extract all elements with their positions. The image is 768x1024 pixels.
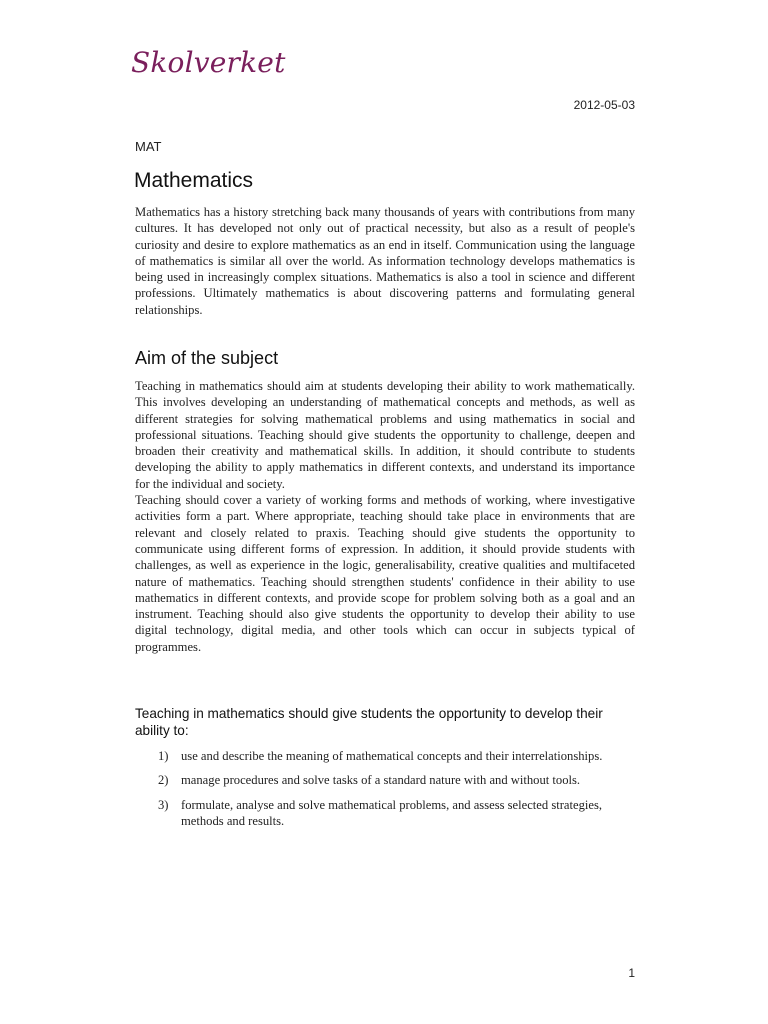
list-item-number: 3) bbox=[158, 797, 169, 812]
page-title: Mathematics bbox=[134, 169, 254, 192]
aim-heading: Aim of the subject bbox=[135, 348, 279, 368]
page-number: 1 bbox=[628, 966, 635, 980]
aim-text bbox=[135, 378, 635, 655]
ability-list bbox=[135, 748, 635, 837]
list-item-text: formulate, analyse and solve mathematical problems, and assess selected strategies, methods and results. bbox=[181, 797, 603, 828]
list-item-number: 1) bbox=[158, 749, 169, 763]
list-item bbox=[135, 772, 635, 788]
list-item-text: manage procedures and solve tasks of a standard nature with and without tools. bbox=[181, 773, 581, 788]
skolverket-logo: Skolverket bbox=[131, 46, 286, 79]
aim-paragraph-1: Teaching in mathematics should aim at students developing their ability to work mathematically. This involves developing an understanding of mathematical concepts and methods, as well as different strategies for solving mathematical problems and using mathematics in social and professional situations. Teaching should give students the opportunity to challenge, deepen and broaden their creativity and mathematical skills. In addition, it should contribute to students developing the ability to apply mathematics in different contexts, and understand its importance for the individual and society. bbox=[135, 379, 635, 491]
intro-paragraph: Mathematics has a history stretching back many thousands of years with contributions from many cultures. It has developed not only out of practical necessity, but also as a result of people's curiosity and desire to explore mathematics as an end in itself. Communication using the language of mathematics is similar all over the world. As information technology develops mathematics is being used in increasingly complex situations. Mathematics is also a tool in science and different professions. Ultimately mathematics is about discovering patterns and formulating general relationships. bbox=[135, 205, 635, 317]
list-item bbox=[135, 748, 635, 764]
list-item bbox=[135, 797, 635, 830]
aim-paragraph-2: Teaching should cover a variety of working forms and methods of working, where investigative activities form a part. Where appropriate, teaching should take place in environments that are relevant and closely related to praxis. Teaching should give students the opportunity to communicate using different forms of expression. In addition, it should provide students with challenges, as well as experience in the logic, generalisability, creative qualities and multifaceted nature of mathematics. Teaching should strengthen students' confidence in their ability to use mathematics in different contexts, and provide scope for problem solving both as a goal and an instrument. Teaching should also give students the opportunity to develop their ability to use digital technology, digital media, and other tools which can occur in subjects typical of programmes. bbox=[135, 493, 635, 654]
document-date: 2012-05-03 bbox=[573, 98, 635, 112]
subject-code: MAT bbox=[135, 139, 162, 154]
list-item-text: use and describe the meaning of mathematical concepts and their interrelationships. bbox=[181, 749, 603, 763]
ability-lead: Teaching in mathematics should give students the opportunity to develop their ability to: bbox=[135, 706, 603, 738]
list-item-number: 2) bbox=[158, 773, 169, 788]
